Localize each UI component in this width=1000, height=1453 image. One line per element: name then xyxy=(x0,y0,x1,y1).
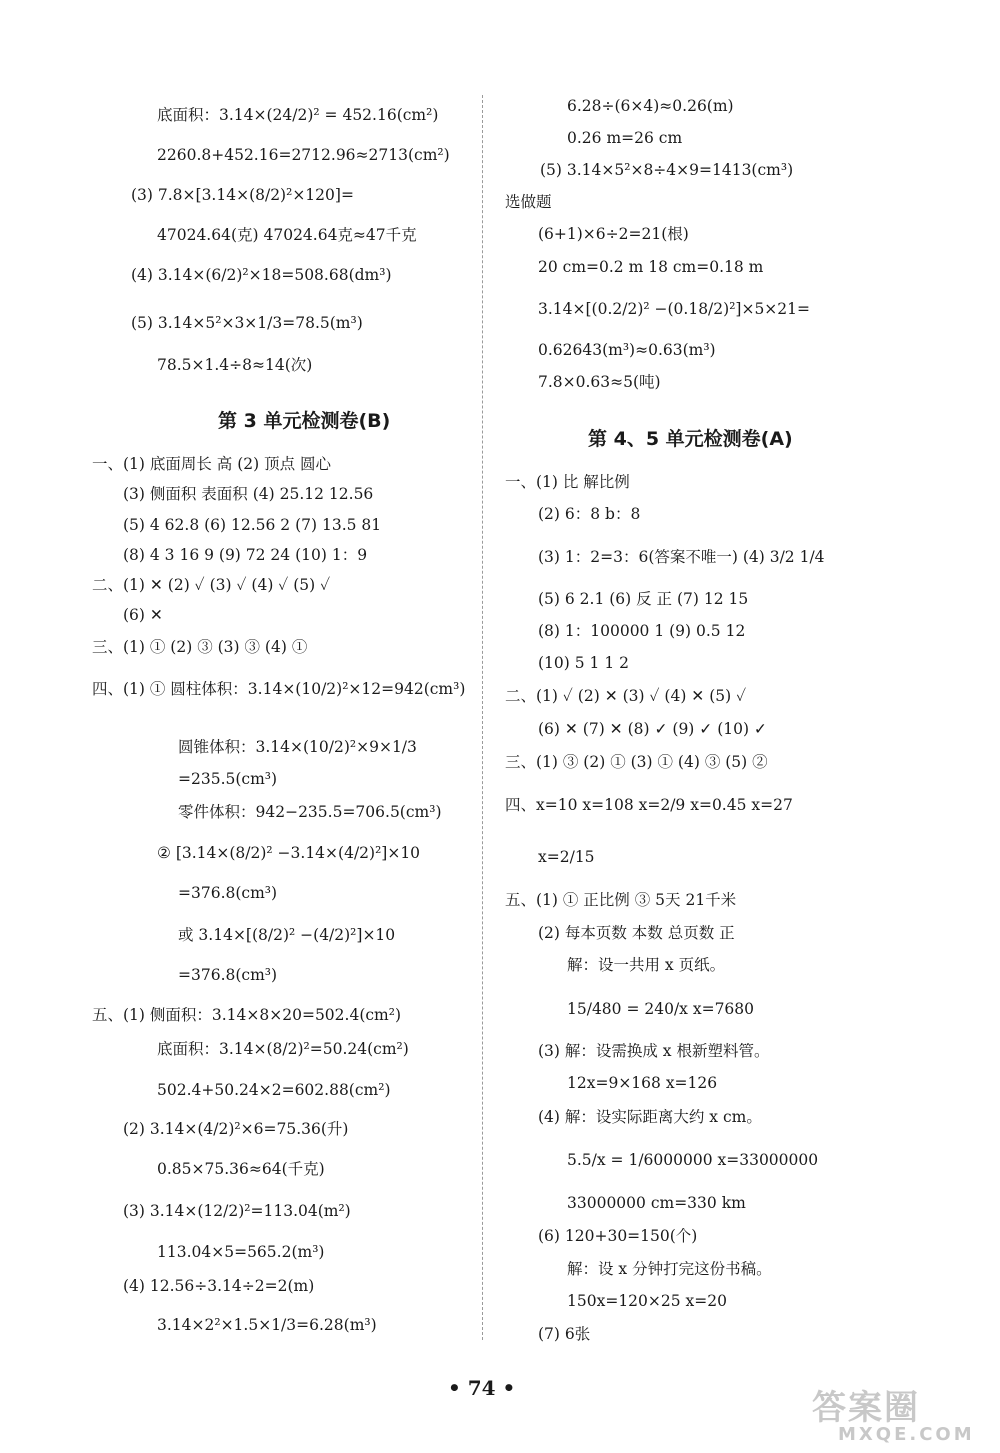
answer-line: 解：设 x 分钟打完这份书稿。 xyxy=(567,1260,772,1278)
right-column xyxy=(488,0,1000,1453)
answer-line: (3) 侧面积 表面积 (4) 25.12 12.56 xyxy=(123,485,374,503)
answer-line: (8) 4 3 16 9 (9) 72 24 (10) 1：9 xyxy=(123,546,368,564)
watermark-url: MXQE.COM xyxy=(838,1424,975,1445)
answer-line: (4) 解：设实际距离大约 x cm。 xyxy=(538,1108,762,1126)
answer-line: 2260.8+452.16=2712.96≈2713(cm²) xyxy=(157,146,450,164)
answer-line: 7.8×0.63≈5(吨) xyxy=(538,373,661,391)
answer-line: (10) 5 1 1 2 xyxy=(538,654,629,672)
answer-line: 五、(1) ① 正比例 ③ 5天 21千米 xyxy=(505,891,737,909)
answer-line: 底面积：3.14×(8/2)²=50.24(cm²) xyxy=(157,1040,409,1058)
answer-line: 0.85×75.36≈64(千克) xyxy=(157,1160,325,1178)
answer-line: 三、(1) ① (2) ③ (3) ③ (4) ① xyxy=(92,638,308,656)
answer-line: 15/480 = 240/x x=7680 xyxy=(567,1000,755,1018)
answer-line: (6) ✕ (7) ✕ (8) ✓ (9) ✓ (10) ✓ xyxy=(538,720,767,738)
answer-line: 3.14×[(0.2/2)² −(0.18/2)²]×5×21= xyxy=(538,300,810,318)
answer-line: 502.4+50.24×2=602.88(cm²) xyxy=(157,1081,391,1099)
answer-line: (3) 解：设需换成 x 根新塑料管。 xyxy=(538,1042,770,1060)
answer-line: 一、(1) 比 解比例 xyxy=(505,473,630,491)
answer-line: =376.8(cm³) xyxy=(178,966,278,984)
watermark-brand: 答案圈 xyxy=(812,1388,920,1428)
section-title: 第 4、5 单元检测卷(A) xyxy=(588,428,793,450)
answer-line: 零件体积：942−235.5=706.5(cm³) xyxy=(178,803,442,821)
answer-line: (6) 120+30=150(个) xyxy=(538,1227,698,1245)
answer-line: 四、(1) ① 圆柱体积：3.14×(10/2)²×12=942(cm³) xyxy=(92,680,466,698)
answer-line: 二、(1) ✓ (2) ✕ (3) ✓ (4) ✕ (5) ✓ xyxy=(505,687,747,705)
answer-line: (4) 12.56÷3.14÷2=2(m) xyxy=(123,1277,315,1295)
answer-line: 20 cm=0.2 m 18 cm=0.18 m xyxy=(538,258,764,276)
answer-line: 5.5/x = 1/6000000 x=33000000 xyxy=(567,1151,819,1169)
answer-line: x=2/15 xyxy=(538,848,595,866)
left-column xyxy=(0,0,480,1453)
answer-line: 6.28÷(6×4)≈0.26(m) xyxy=(567,97,734,115)
answer-line: 解：设一共用 x 页纸。 xyxy=(567,956,726,974)
answer-line: 47024.64(克) 47024.64克≈47千克 xyxy=(157,226,417,244)
section-title: 第 3 单元检测卷(B) xyxy=(218,410,391,432)
answer-line: (2) 6：8 b：8 xyxy=(538,505,641,523)
answer-line: (7) 6张 xyxy=(538,1325,591,1343)
answer-line: (5) 6 2.1 (6) 反 正 (7) 12 15 xyxy=(538,590,749,608)
answer-line: (5) 4 62.8 (6) 12.56 2 (7) 13.5 81 xyxy=(123,516,382,534)
answer-line: 150x=120×25 x=20 xyxy=(567,1292,727,1310)
answer-line: 0.26 m=26 cm xyxy=(567,129,683,147)
answer-line: 113.04×5=565.2(m³) xyxy=(157,1243,325,1261)
answer-line: 五、(1) 侧面积：3.14×8×20=502.4(cm²) xyxy=(92,1006,402,1024)
answer-line: 二、(1) ✕ (2) ✓ (3) ✓ (4) ✓ (5) ✓ xyxy=(92,576,331,594)
answer-line: 一、(1) 底面周长 高 (2) 顶点 圆心 xyxy=(92,455,332,473)
answer-line: =235.5(cm³) xyxy=(178,770,278,788)
answer-line: (5) 3.14×5²×8÷4×9=1413(cm³) xyxy=(540,161,794,179)
answer-line: (3) 7.8×[3.14×(8/2)²×120]= xyxy=(131,186,354,204)
watermark-logo xyxy=(808,1380,988,1446)
answer-line: ② [3.14×(8/2)² −3.14×(4/2)²]×10 xyxy=(157,844,421,862)
column-divider xyxy=(482,95,483,1340)
answer-line: 底面积：3.14×(24/2)² = 452.16(cm²) xyxy=(157,106,439,124)
answer-line: 0.62643(m³)≈0.63(m³) xyxy=(538,341,716,359)
answer-line: (6) ✕ xyxy=(123,606,163,624)
answer-line: (5) 3.14×5²×3×1/3=78.5(m³) xyxy=(131,314,363,332)
answer-line: 33000000 cm=330 km xyxy=(567,1194,746,1212)
page-number: • 74 • xyxy=(448,1376,516,1400)
answer-line: 78.5×1.4÷8≈14(次) xyxy=(157,356,313,374)
answer-line: (3) 1：2=3：6(答案不唯一) (4) 3/2 1/4 xyxy=(538,548,825,566)
answer-line: (8) 1：100000 1 (9) 0.5 12 xyxy=(538,622,746,640)
answer-line: (3) 3.14×(12/2)²=113.04(m²) xyxy=(123,1202,351,1220)
answer-line: 12x=9×168 x=126 xyxy=(567,1074,718,1092)
answer-line: 3.14×2²×1.5×1/3=6.28(m³) xyxy=(157,1316,377,1334)
answer-line: (2) 每本页数 本数 总页数 正 xyxy=(538,924,735,942)
answer-line: 或 3.14×[(8/2)² −(4/2)²]×10 xyxy=(178,926,396,944)
answer-line: 圆锥体积：3.14×(10/2)²×9×1/3 xyxy=(178,738,417,756)
answer-line: (6+1)×6÷2=21(根) xyxy=(538,225,689,243)
answer-line: 三、(1) ③ (2) ① (3) ① (4) ③ (5) ② xyxy=(505,753,768,771)
answer-line: (4) 3.14×(6/2)²×18=508.68(dm³) xyxy=(131,266,392,284)
answer-line: =376.8(cm³) xyxy=(178,884,278,902)
answer-line: 四、x=10 x=108 x=2/9 x=0.45 x=27 xyxy=(505,796,793,814)
answer-line: (2) 3.14×(4/2)²×6=75.36(升) xyxy=(123,1120,349,1138)
answer-line: 选做题 xyxy=(505,193,552,211)
